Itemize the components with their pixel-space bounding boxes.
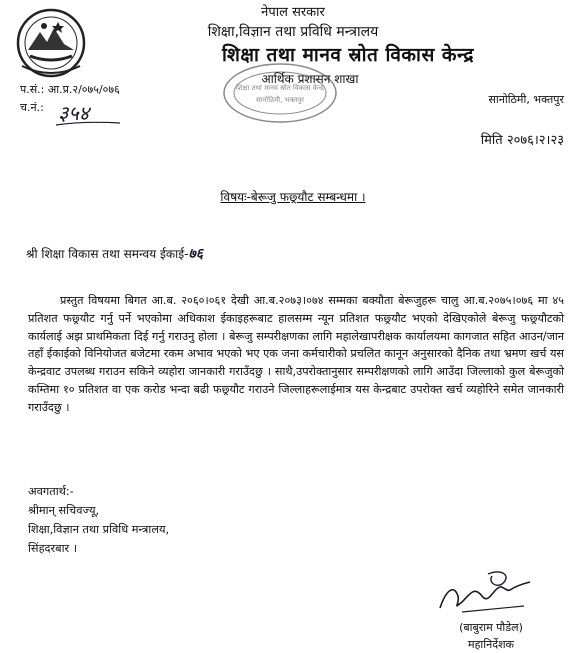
cc-label: अवगतार्थ:-	[28, 485, 74, 498]
office-heading: शिक्षा तथा मानव स्रोत विकास केन्द्र	[222, 44, 474, 66]
section-heading: आर्थिक प्रशासन शाखा	[261, 72, 359, 86]
office-location: सानोठिमी, भक्तपुर	[488, 93, 564, 106]
addressee-text: श्री शिक्षा विकास तथा समन्वय ईकाई-	[26, 247, 189, 261]
cc-line-3: सिंहदरबार ।	[28, 542, 78, 555]
patra-sankhya: प.सं.: आ.प्र.२/०७५/०७६	[20, 83, 120, 96]
cc-line-2: शिक्षा,विज्ञान तथा प्रविधि मन्त्रालय,	[28, 523, 170, 536]
chalani-number-text: ३५४	[58, 101, 90, 125]
stamp-text-line2: सानोठिमी, भक्तपुर	[255, 96, 305, 104]
subject-text: विषयः-बेरूजु फछ्र्यौट सम्बन्धमा ।	[220, 190, 366, 204]
stamp-text-line1: शिक्षा तथा मानव स्रोत विकास केन्द्र	[235, 84, 325, 92]
chalani-label: च.नं.:	[20, 101, 44, 114]
addressee-handwritten-number: ७६	[188, 246, 203, 262]
government-heading: नेपाल सरकार	[261, 5, 325, 20]
addressee	[26, 244, 203, 263]
ministry-heading: शिक्षा,विज्ञान तथा प्रविधि मन्त्रालय	[207, 24, 379, 40]
letter-date: मिति २०७६।२।२३	[480, 133, 564, 148]
signatory-name: (बाबुराम पौडेल)	[459, 621, 523, 634]
subject-line	[0, 188, 586, 205]
cc-block	[28, 482, 169, 558]
cc-line-1: श्रीमान् सचिवज्यू,	[28, 504, 100, 517]
chalani-number-handwritten	[54, 96, 124, 130]
signature-icon	[432, 566, 542, 622]
signatory-title: महानिर्देशक	[468, 638, 514, 651]
letter-body: प्रस्तुत विषयमा बिगत आ.ब. २०६०।०६१ देखी आ.ब.२०७३।०७४ सम्मका बक्यौता बेरूजुहरू चालु आ.ब.२०७५।०७६ मा ४५ प्रतिशत फछ्र्यौट गर्नु पर्ने भएकोमा अधिकाश ईकाइहरूबाट हालसम्म न्यून प्रतिशत फछ्र्यौट भएको देखिएकोले बेरूजु फछ्र्यौटको कार्यलाई अझ प्राथमिकता दिई गर्नु गराउनु होला । बेरूजु सम्परीक्षणका लागि महालेखापरीक्षक कार्यालयमा कागजात सहित आउन/जान तहाँ ईकाईको विनियोजत बजेटमा रकम अभाव भएको भए एक जना कर्मचारीको प्रचलित कानून अनुसारको दैनिक तथा भ्रमण खर्च यस केन्द्रवाट उपलब्ध गराउन सकिने व्यहोरा जानकारी गराउँदछु । साथै,उपरोक्तानुसार सम्परीक्षणको लागि आउँदा जिल्लाको कुल बेरूजुको कम्तिमा १० प्रतिशत वा एक करोड भन्दा बढी फछ्र्यौट गराउने जिल्लाहरूलाईमात्र यस केन्द्रबाट उपरोक्त खर्च व्यहोरिने समेत जानकारी गराउँदछु ।	[28, 294, 564, 414]
